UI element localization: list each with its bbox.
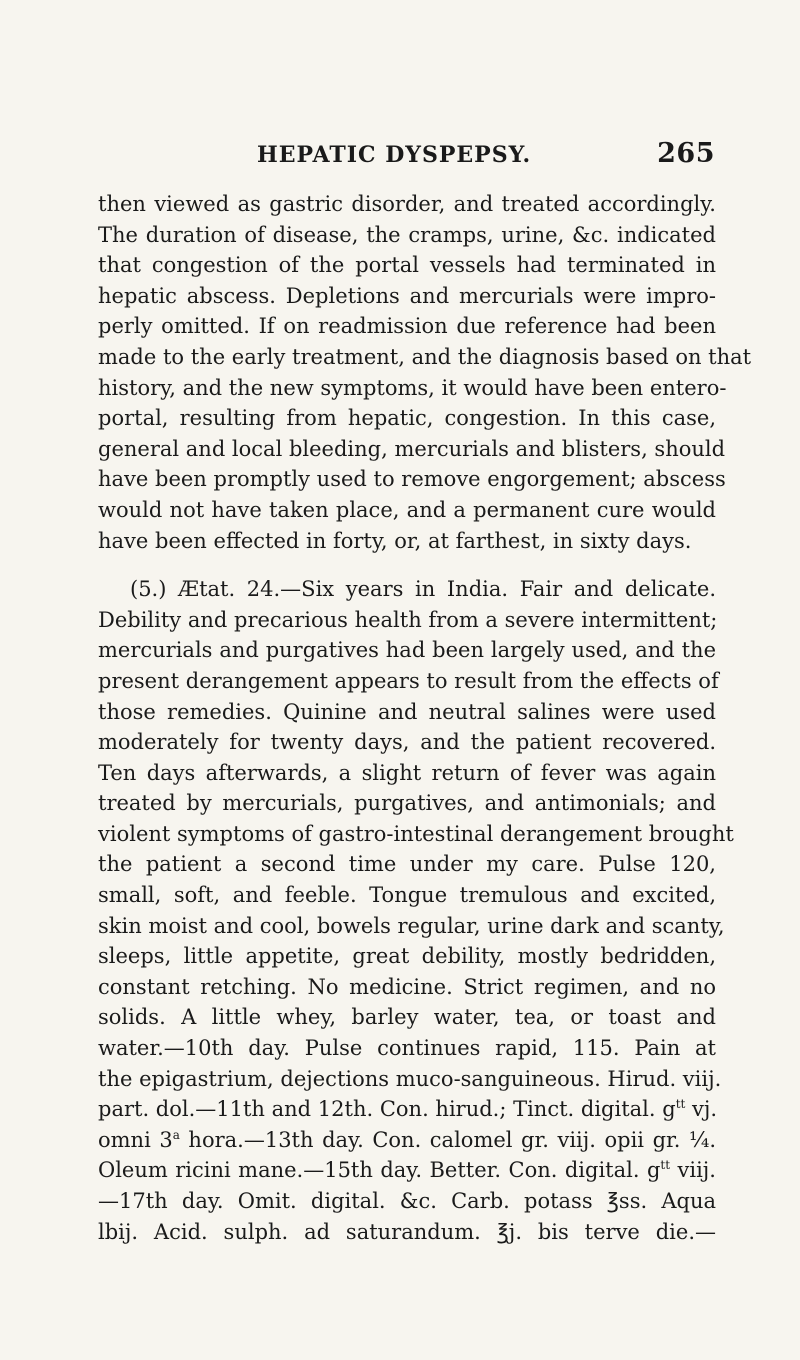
text-line: made to the early treatment, and the diagnosis based on that bbox=[98, 344, 752, 369]
text-fragment: hora.—13th day. Con. calomel gr. viij. opii gr. ¼. bbox=[179, 1127, 716, 1152]
text-line: the patient a second time under my care. Pulse 120, bbox=[98, 852, 716, 877]
page-body bbox=[98, 189, 752, 1247]
text-line: mercurials and purgatives had been largely used, and the bbox=[98, 638, 716, 663]
superscript: a bbox=[172, 1127, 180, 1142]
text-line: sleeps, little appetite, great debility, mostly bedridden, bbox=[98, 944, 716, 969]
text-line: solids. A little whey, barley water, tea, or toast and bbox=[98, 1005, 716, 1030]
paragraph-1 bbox=[98, 189, 752, 556]
text-line: would not have taken place, and a permanent cure would bbox=[98, 497, 716, 522]
text-line: present derangement appears to result from the effects of bbox=[98, 668, 719, 693]
text-line: that congestion of the portal vessels had terminated in bbox=[98, 253, 716, 278]
text-line bbox=[98, 1125, 716, 1156]
text-line: lbij. Acid. sulph. ad saturandum. ℥j. bis terve die.— bbox=[98, 1219, 716, 1244]
text-line: violent symptoms of gastro-intestinal derangement brought bbox=[98, 821, 734, 846]
text-line: (5.) Ætat. 24.—Six years in India. Fair and delicate. bbox=[130, 577, 716, 602]
text-line: portal, resulting from hepatic, congestion. In this case, bbox=[98, 406, 716, 431]
text-line: The duration of disease, the cramps, urine, &c. indicated bbox=[98, 222, 716, 247]
paragraph-2 bbox=[98, 574, 734, 1247]
text-line: moderately for twenty days, and the patient recovered. bbox=[98, 730, 716, 755]
text-line bbox=[98, 1094, 716, 1125]
text-line: water.—10th day. Pulse continues rapid, 115. Pain at bbox=[98, 1036, 716, 1061]
text-line: history, and the new symptoms, it would have been entero- bbox=[98, 375, 727, 400]
text-line: the epigastrium, dejections muco-sanguineous. Hirud. viij. bbox=[98, 1066, 722, 1091]
text-line bbox=[98, 1155, 716, 1186]
text-fragment: omni 3 bbox=[98, 1127, 173, 1152]
superscript: tt bbox=[675, 1097, 686, 1112]
superscript: tt bbox=[660, 1158, 671, 1173]
page-number: 265 bbox=[657, 138, 715, 169]
text-line: treated by mercurials, purgatives, and antimonials; and bbox=[98, 791, 716, 816]
running-head-title: HEPATIC DYSPEPSY. bbox=[257, 142, 532, 168]
running-head bbox=[257, 138, 715, 168]
text-line: have been effected in forty, or, at farthest, in sixty days. bbox=[98, 528, 692, 553]
text-line: constant retching. No medicine. Strict regimen, and no bbox=[98, 974, 716, 999]
text-line: skin moist and cool, bowels regular, urine dark and scanty, bbox=[98, 913, 725, 938]
text-line: have been promptly used to remove engorgement; abscess bbox=[98, 467, 726, 492]
text-line: perly omitted. If on readmission due reference had been bbox=[98, 314, 716, 339]
paragraph-gap bbox=[98, 556, 716, 574]
text-line: Debility and precarious health from a severe intermittent; bbox=[98, 607, 718, 632]
text-line: Ten days afterwards, a slight return of fever was again bbox=[98, 760, 716, 785]
text-line: those remedies. Quinine and neutral salines were used bbox=[98, 699, 716, 724]
text-fragment: viij. bbox=[670, 1158, 716, 1183]
text-fragment: Oleum ricini mane.—15th day. Better. Con. digital. g bbox=[98, 1158, 661, 1183]
text-line: general and local bleeding, mercurials and blisters, should bbox=[98, 436, 726, 461]
text-fragment: part. dol.—11th and 12th. Con. hirud.; Tinct. digital. g bbox=[98, 1097, 676, 1122]
text-line: small, soft, and feeble. Tongue tremulous and excited, bbox=[98, 883, 716, 908]
text-line: —17th day. Omit. digital. &c. Carb. potass ℥ss. Aqua bbox=[98, 1189, 716, 1213]
text-fragment: vj. bbox=[685, 1097, 718, 1122]
text-line: hepatic abscess. Depletions and mercurials were impro- bbox=[98, 283, 716, 308]
text-line: then viewed as gastric disorder, and treated accordingly. bbox=[98, 192, 716, 216]
